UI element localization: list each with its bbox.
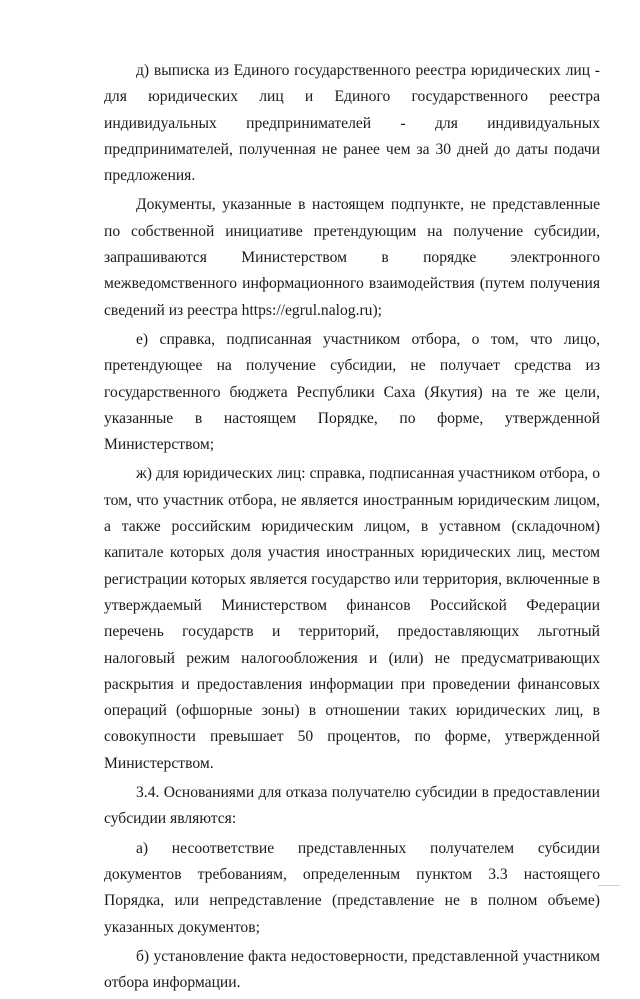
scan-edge-mark bbox=[598, 885, 620, 886]
paragraph-b-unreliability: б) установление факта недостоверности, представленной участником отбора информации. bbox=[104, 947, 600, 992]
paragraph-e-certificate: е) справка, подписанная участником отбора, о том, что лицо, претендующее на получение субсидии, не получает средства из государственного бюджета Республики Саха (Якутия) на те же цели, указанные в настоящем Порядке, по форме, утвержденной Министерством; bbox=[104, 330, 600, 454]
paragraph-3-4-refusal-grounds: 3.4. Основаниями для отказа получателю субсидии в предоставлении субсидии являются: bbox=[104, 784, 600, 828]
paragraph-a-nonconformity: а) несоответствие представленных получателем субсидии документов требованиям, определенным пунктом 3.3 настоящего Порядка, или непредставление (представление не в полном объеме) указанных документов; bbox=[104, 839, 600, 936]
document-body bbox=[104, 58, 600, 999]
paragraph-d-extract: д) выписка из Единого государственного реестра юридических лиц - для юридических лиц и Единого государственного реестра индивидуальных предпринимателей - для индивидуальных предпринимателей, полученная не ранее чем за 30 дней до даты подачи предложения. bbox=[104, 62, 600, 185]
paragraph-zh-legal-entities: ж) для юридических лиц: справка, подписанная участником отбора, о том, что участник отбора, не является иностранным юридическим лицом, а также российским юридическим лицом, в уставном (складочном) капитале которых доля участия иностранных юридических лиц, местом регистрации которых является государство или территория, включенные в утверждаемый Министерством финансов Российской Федерации перечень государств и территорий, предоставляющих льготный налоговый режим налогообложения и (или) не предусматривающих раскрытия и предоставления информации при проведении финансовых операций (офшорные зоны) в отношении таких юридических лиц, в совокупности превышает 50 процентов, по форме, утвержденной Министерством. bbox=[104, 465, 600, 772]
paragraph-documents-request: Документы, указанные в настоящем подпункте, не представленные по собственной инициативе претендующим на получение субсидии, запрашиваются Министерством в порядке электронного межведомственного информационного взаимодействия (путем получения сведений из реестра https://egrul.nalog.ru); bbox=[104, 196, 600, 319]
